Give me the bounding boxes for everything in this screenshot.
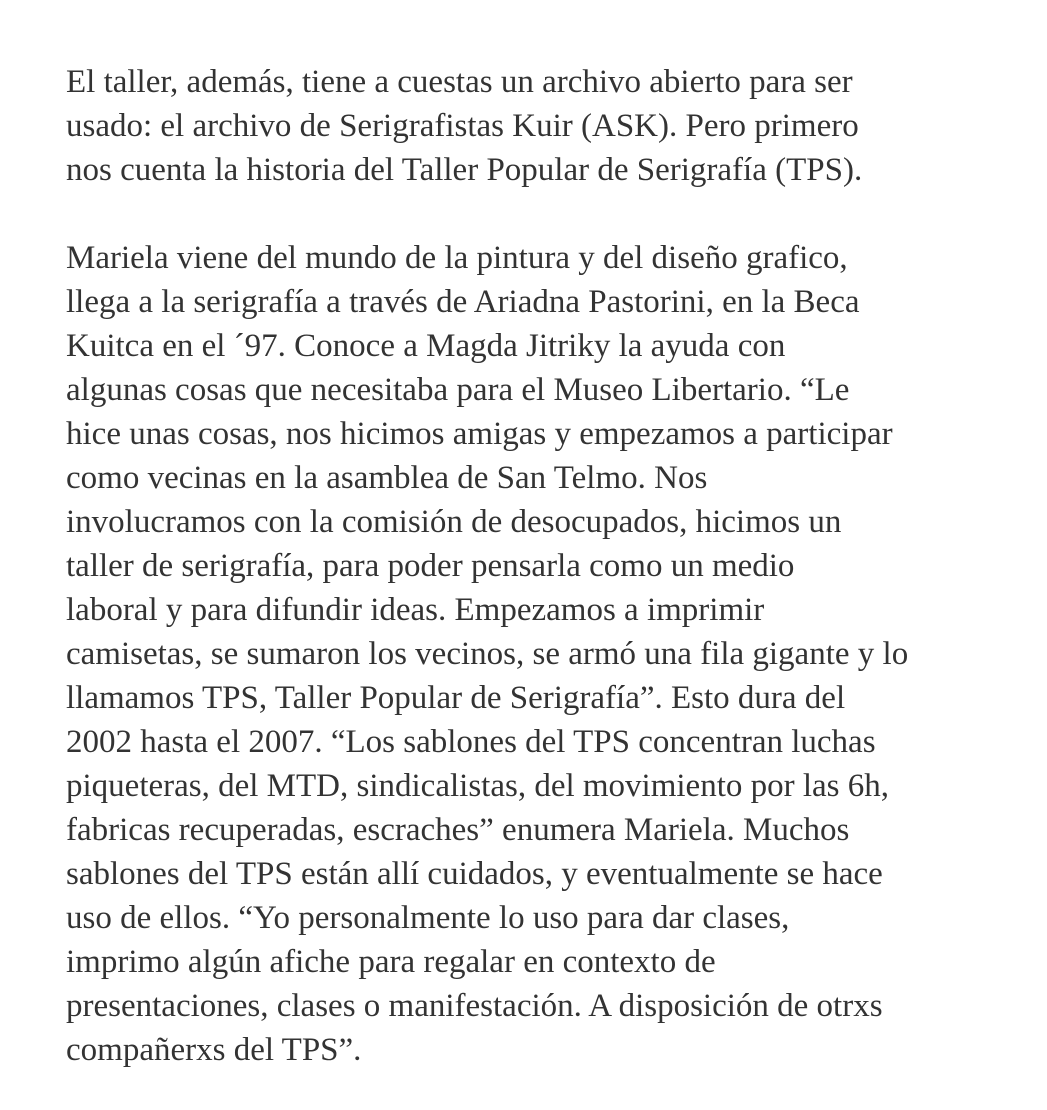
text-line: Kuitca en el ´97. Conoce a Magda Jitriky la ayuda con [66,328,786,364]
text-line: usado: el archivo de Serigrafistas Kuir (ASK). Pero primero [66,108,859,144]
text-line: nos cuenta la historia del Taller Popular de Serigrafía (TPS). [66,152,863,188]
text-line: como vecinas en la asamblea de San Telmo. Nos [66,460,708,496]
text-line: piqueteras, del MTD, sindicalistas, del movimiento por las 6h, [66,768,890,804]
text-line: involucramos con la comisión de desocupados, hicimos un [66,504,842,540]
paragraph-history [66,236,1006,1072]
text-line: uso de ellos. “Yo personalmente lo uso para dar clases, [66,900,790,936]
text-line: laboral y para difundir ideas. Empezamos a imprimir [66,592,765,628]
text-line: llega a la serigrafía a través de Ariadna Pastorini, en la Beca [66,284,860,320]
text-line: taller de serigrafía, para poder pensarla como un medio [66,548,795,584]
text-line: algunas cosas que necesitaba para el Museo Libertario. “Le [66,372,850,408]
text-line: fabricas recuperadas, escraches” enumera Mariela. Muchos [66,812,850,848]
text-line: 2002 hasta el 2007. “Los sablones del TPS concentran luchas [66,724,876,760]
text-line: presentaciones, clases o manifestación. A disposición de otrxs [66,988,883,1024]
text-line: Mariela viene del mundo de la pintura y del diseño grafico, [66,240,848,276]
text-line: sablones del TPS están allí cuidados, y eventualmente se hace [66,856,883,892]
text-line: hice unas cosas, nos hicimos amigas y empezamos a participar [66,416,893,452]
paragraph-gap [66,192,1006,236]
text-line: compañerxs del TPS”. [66,1032,362,1068]
paragraph-intro [66,60,1006,192]
article-body [66,60,1006,1072]
text-line: El taller, además, tiene a cuestas un archivo abierto para ser [66,64,853,100]
text-line: llamamos TPS, Taller Popular de Serigrafía”. Esto dura del [66,680,846,716]
text-line: camisetas, se sumaron los vecinos, se armó una fila gigante y lo [66,636,909,672]
text-line: imprimo algún afiche para regalar en contexto de [66,944,716,980]
